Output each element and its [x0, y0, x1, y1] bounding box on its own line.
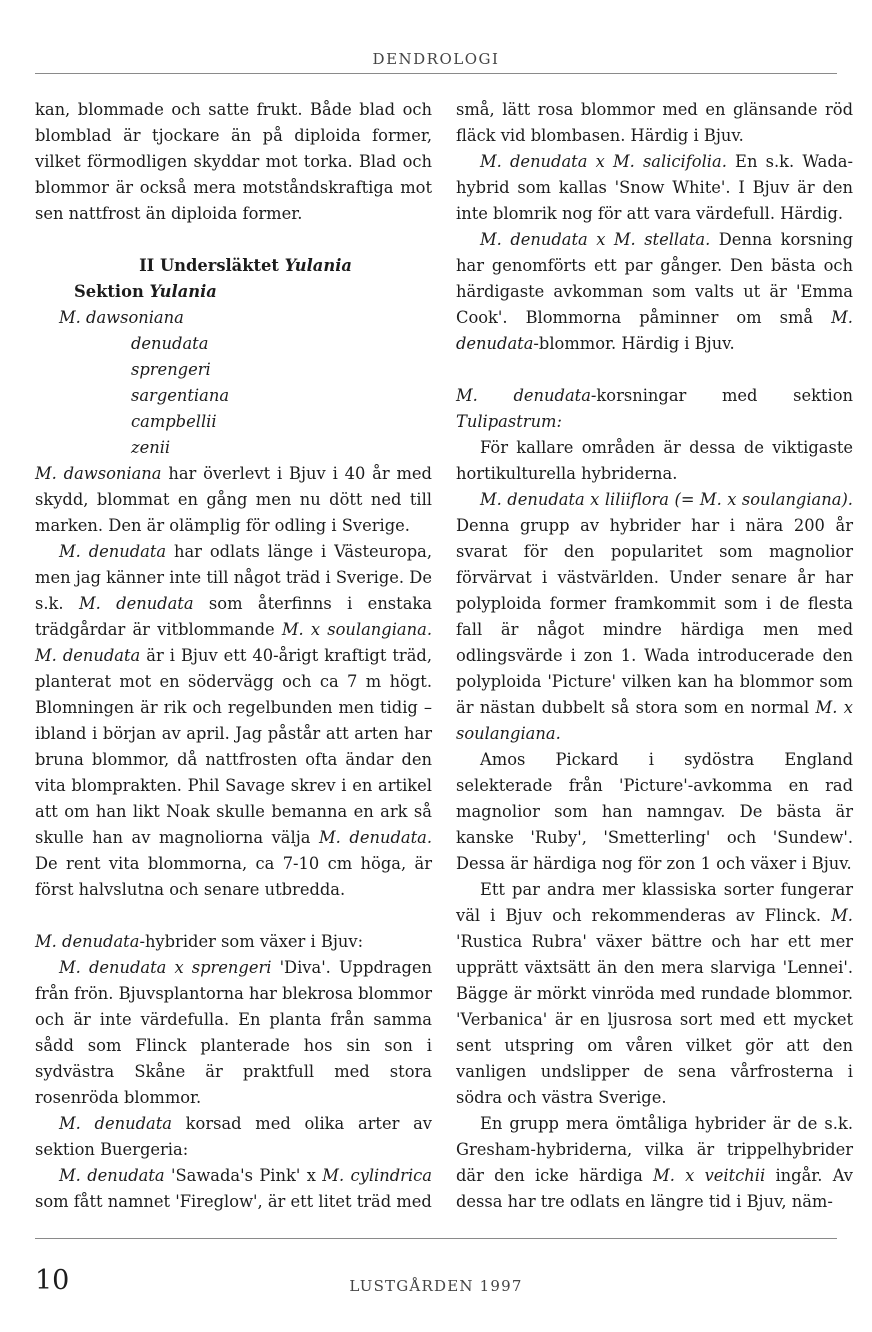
- paragraph-dawsoniana: M. dawsoniana har överlevt i Bjuv i 40 år med skydd, blommat en gång men nu dött ned till marken. Den är olämplig för odling i Sverige.: [35, 464, 432, 535]
- paragraph-diva: M. denudata x sprengeri 'Diva'. Uppdragen från frön. Bjuvsplantorna har blekrosa blommor och är inte värdefulla. En planta från samma sådd som Flinck planterade hos sin son i sydvästra Skåne är praktfull med stora rosenröda blommor.: [35, 958, 432, 1107]
- running-footer: LUSTGÅRDEN 1997: [349, 1277, 523, 1295]
- left-column: [35, 97, 432, 1215]
- header-rule: [35, 73, 837, 74]
- paragraph-stellata: M. denudata x M. stellata. Denna korsning har genomförts ett par gånger. Den bästa och härdigaste avkomman som valts ut är 'Emma Cook'. Blommorna påminner om små M. denudata-blommor. Härdig i Bjuv.: [456, 230, 854, 353]
- paragraph-denudata: M. denudata har odlats länge i Västeuropa, men jag känner inte till något träd i Sverige. De s.k. M. denudata som återfinns i enstaka trädgårdar är vitblommande M. x soulangiana. M. denudata är i Bjuv ett 40-årigt kraftigt träd, planterat mot en södervägg och ca 7 m högt. Blomningen är rik och regelbunden men tidig – ibland i början av april. Jag påstår att arten har bruna blommor, då nattfrosten ofta ändar den vita blomprakten. Phil Savage skrev i en artikel att om han likt Noak skulle bemanna en ark så skulle han av magnoliorna välja M. denudata. De rent vita blommorna, ca 7-10 cm höga, är först halvslutna och senare utbredda.: [35, 542, 432, 899]
- paragraph-colder-areas: För kallare områden är dessa de viktigaste hortikulturella hybriderna.: [456, 438, 853, 483]
- species-item: sargentiana: [131, 386, 230, 405]
- species-item: zenii: [131, 438, 171, 457]
- right-column: [456, 97, 853, 1215]
- species-item: M. dawsoniana: [59, 308, 184, 327]
- paragraph-gresham: En grupp mera ömtåliga hybrider är de s.k. Gresham-hybriderna, vilka är trippelhybrider där den icke härdiga M. x veitchii ingår. Av dessa har tre odlats en längre tid i Bjuv, näm-: [456, 1114, 854, 1211]
- species-item: campbellii: [131, 412, 217, 431]
- paragraph-fireglow: M. denudata 'Sawada's Pink' x M. cylindrica som fått namnet 'Fireglow', är ett litet träd med: [35, 1166, 432, 1211]
- paragraph-tulipastrum-intro: M. denudata-korsningar med sektion Tulipastrum:: [456, 386, 853, 431]
- species-list: [35, 305, 432, 461]
- page-number: 10: [35, 1265, 70, 1296]
- paragraph-classic-sorts: Ett par andra mer klassiska sorter fungerar väl i Bjuv och rekommenderas av Flinck. M. 'Rustica Rubra' växer bättre och har ett mer upprätt växtsätt än den mera slarviga 'Lennei'. Bägge är mörkt vinröda med rundade blommor. 'Verbanica' är en ljusrosa sort med ett mycket sent utspring om våren vilket gör att den vanligen undslipper de sena vårfrosterna i södra och västra Sverige.: [456, 880, 853, 1107]
- paragraph-intro: kan, blommade och satte frukt. Både blad och blomblad är tjockare än på diploida former, vilket förmodligen skyddar mot torka. Blad och blommor är också mera motståndskraftiga mot sen nattfrost än diploida former.: [35, 100, 432, 223]
- paragraph-salicifolia: M. denudata x M. salicifolia. En s.k. Wada-hybrid som kallas 'Snow White'. I Bjuv är den inte blomrik nog för att vara värdefull. Härdig.: [456, 152, 853, 223]
- paragraph-buergeria: M. denudata korsad med olika arter av sektion Buergeria:: [35, 1114, 432, 1159]
- paragraph-soulangiana: M. denudata x liliiflora (= M. x soulangiana). Denna grupp av hybrider har i nära 200 år svarat för den popularitet som magnolior förvärvat i västvärlden. Under senare år har polyploida former framkommit som i de flesta fall är något mindre härdiga men med odlingsvärde i zon 1. Wada introducerade den polyploida 'Picture' vilken kan ha blommor som är nästan dubbelt så stora som en normal M. x soulangiana.: [456, 490, 853, 743]
- species-item: sprengeri: [131, 360, 211, 379]
- section-heading: Sektion Yulania: [74, 282, 217, 301]
- species-item: denudata: [131, 334, 209, 353]
- paragraph-hybrids-intro: M. denudata-hybrider som växer i Bjuv:: [35, 932, 364, 951]
- subgenus-heading: II Undersläktet Yulania: [139, 256, 352, 275]
- paragraph-fireglow-cont: små, lätt rosa blommor med en glänsande röd fläck vid blombasen. Härdig i Bjuv.: [456, 100, 853, 145]
- paragraph-pickard: Amos Pickard i sydöstra England selekterade från 'Picture'-avkomma en rad magnolior som han namngav. De bästa är kanske 'Ruby', 'Smetterling' och 'Sundew'. Dessa är härdiga nog för zon 1 och växer i Bjuv.: [456, 750, 853, 873]
- running-header: DENDROLOGI: [372, 50, 500, 68]
- footer-rule: [35, 1238, 837, 1239]
